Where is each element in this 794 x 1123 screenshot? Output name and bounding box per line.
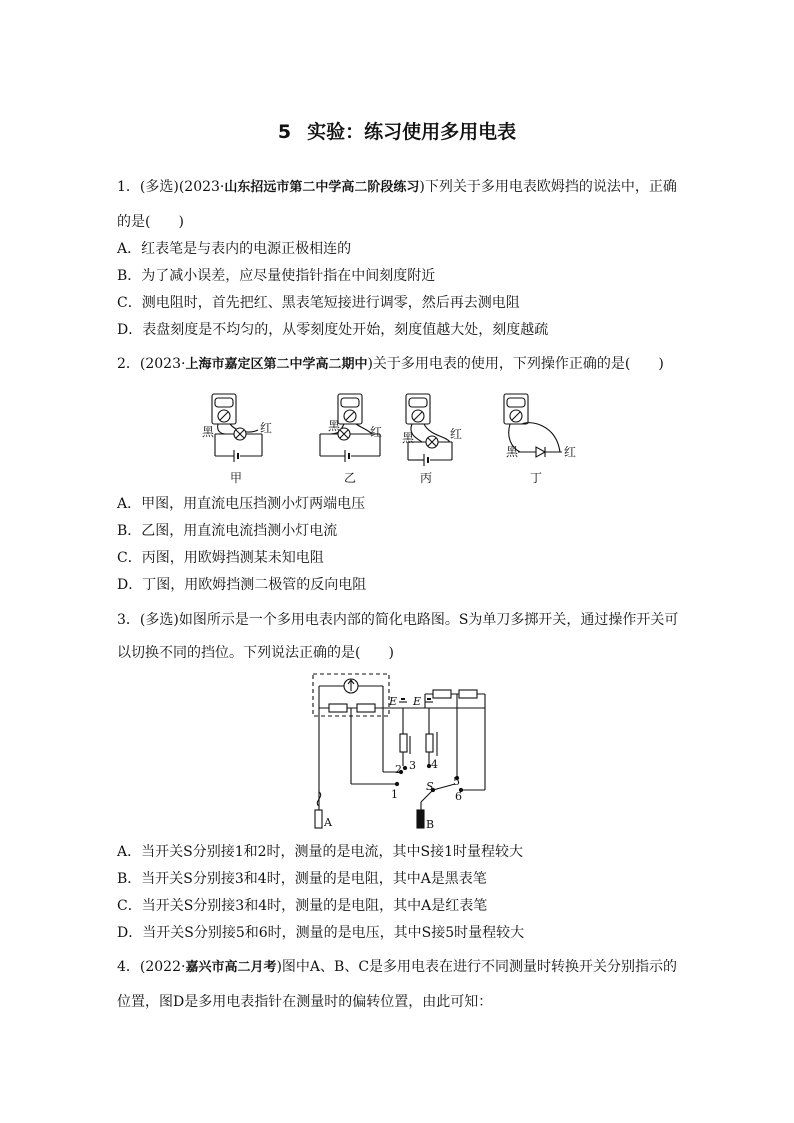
label-E2: E	[413, 695, 422, 708]
q3-circuit-figure	[305, 672, 495, 832]
q3-option-a: A．当开关S分别接1和2时，测量的是电流，其中S接1时量程较大	[117, 844, 524, 860]
q2-option-d: D．丁图，用欧姆挡测二极管的反向电阻	[117, 577, 367, 593]
terminal-5: 5	[453, 775, 460, 788]
terminal-1: 1	[391, 788, 398, 801]
label-jia: 甲	[230, 471, 243, 485]
switch-blade	[433, 784, 455, 790]
label-switch-s: S	[426, 780, 434, 793]
q1-option-d: D．表盘刻度是不均匀的，从零刻度处开始，刻度值越大处，刻度越疏	[117, 322, 549, 338]
terminal-6: 6	[455, 790, 462, 803]
yi-red-label: 红	[370, 425, 383, 439]
label-E1: E	[389, 695, 398, 708]
label-ding: 丁	[530, 471, 543, 485]
yi-black-label: 黑	[328, 419, 341, 433]
probe-a	[315, 810, 322, 828]
page-title: 5 实验：练习使用多用电表	[277, 121, 517, 143]
circuit-jia	[212, 394, 262, 462]
probe-b	[417, 810, 424, 828]
q1-option-a: A．红表笔是与表内的电源正极相连的	[117, 241, 352, 257]
terminal-4: 4	[431, 758, 438, 771]
q3-option-c: C．当开关S分别接3和4时，测量的是电阻，其中A是红表笔	[117, 898, 488, 914]
q1-option-c: C．测电阻时，首先把红、黑表笔短接进行调零，然后再去测电阻	[117, 295, 520, 311]
jia-red-label: 红	[260, 421, 273, 435]
label-bing: 丙	[420, 471, 433, 485]
q3-option-b: B．当开关S分别接3和4时，测量的是电阻，其中A是黑表笔	[117, 871, 487, 887]
q2-circuit-figure	[200, 390, 600, 490]
terminal-3: 3	[409, 759, 416, 772]
q2-option-a: A．甲图，用直流电压挡测小灯两端电压	[117, 496, 366, 512]
ding-black-label: 黑	[506, 445, 519, 459]
circuit-bing	[406, 394, 452, 466]
question-3-stem: 3．(多选)如图所示是一个多用电表内部的简化电路图。S为单刀多掷开关，通过操作开关可	[117, 612, 679, 628]
label-probe-a: A	[324, 816, 332, 829]
bing-red-label: 红	[450, 427, 463, 441]
question-2-stem: 2．(2023·上海市嘉定区第二中学高二期中)关于多用电表的使用，下列操作正确的是( )	[117, 356, 664, 372]
q2-option-c: C．丙图，用欧姆挡测某未知电阻	[117, 550, 324, 566]
label-probe-b: B	[426, 818, 435, 831]
question-3-stem-cont: 以切换不同的挡位。下列说法正确的是( )	[117, 645, 394, 661]
q3-option-d: D．当开关S分别接5和6时，测量的是电压，其中S接5时量程较大	[117, 925, 525, 941]
q1-option-b: B．为了减小误差，应尽量使指针指在中间刻度附近	[117, 268, 436, 284]
question-1-stem-cont: 的是( )	[117, 214, 184, 230]
question-1-stem: 1．(多选)(2023·山东招远市第二中学高二阶段练习)下列关于多用电表欧姆挡的说法中，正确	[117, 179, 677, 195]
bing-black-label: 黑	[402, 431, 415, 445]
question-4-stem-cont: 位置，图D是多用电表指针在测量时的偏转位置，由此可知：	[117, 994, 493, 1010]
question-4-stem: 4．(2022·嘉兴市高二月考)图中A、B、C是多用电表在进行不同测量时转换开关分别指示的	[117, 959, 678, 975]
label-yi: 乙	[344, 471, 357, 485]
ding-red-label: 红	[564, 445, 577, 459]
jia-black-label: 黑	[202, 425, 215, 439]
q2-option-b: B．乙图，用直流电流挡测小灯电流	[117, 523, 338, 539]
terminal-2: 2	[395, 763, 402, 776]
